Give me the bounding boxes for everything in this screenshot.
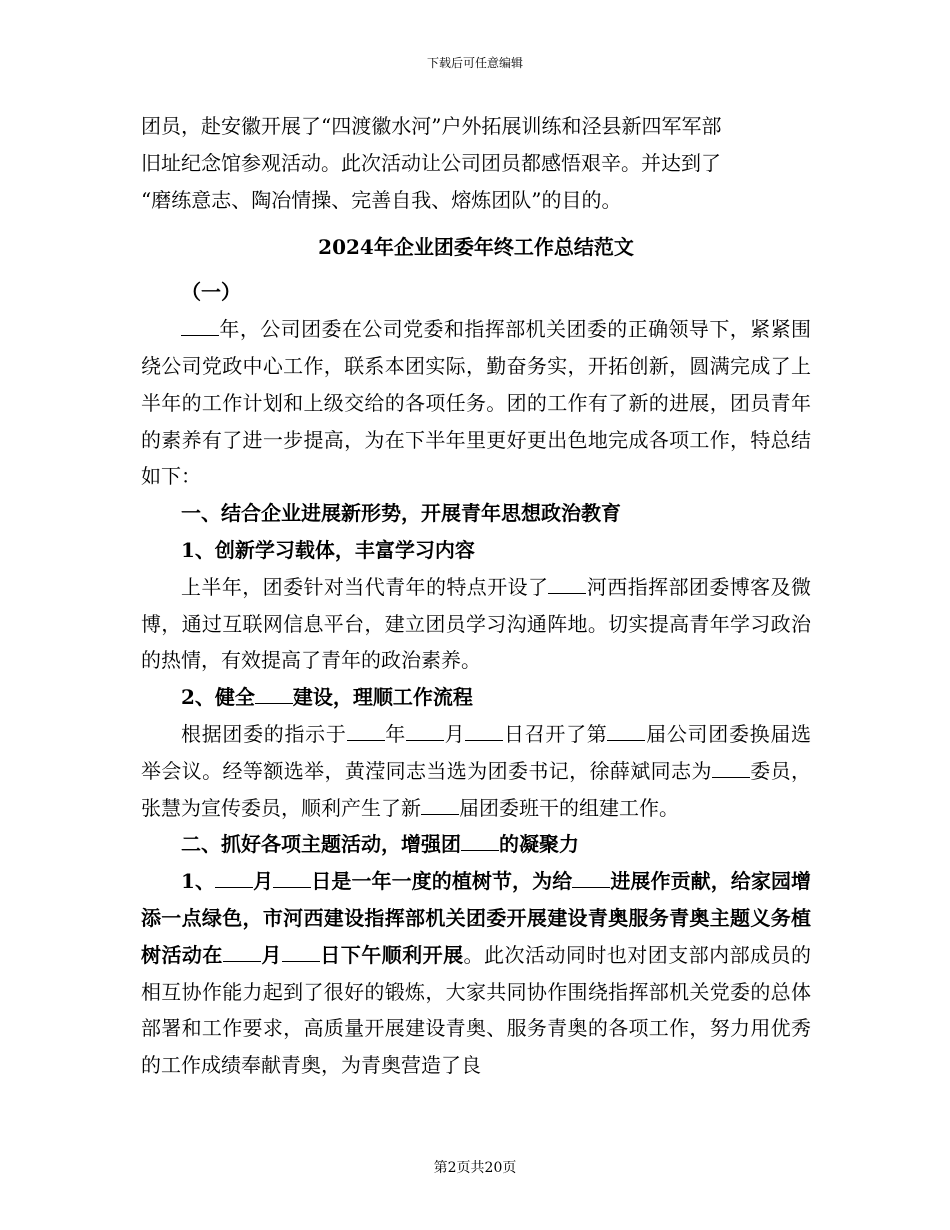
header-note: 下载后可任意编辑	[426, 56, 523, 70]
paragraph-text: 进展作贡献，给家园增添一点绿色，市河西建设指挥部机关团委开展建设青奥服务青奥主题义务植树活动在	[141, 869, 812, 967]
blank-field	[181, 319, 219, 336]
subheading-1-1: 1、创新学习载体，丰富学习内容	[181, 537, 475, 562]
blank-field	[215, 871, 253, 888]
blank-field	[406, 724, 444, 741]
section-heading-1: 一、结合企业进展新形势，开展青年思想政治教育	[181, 501, 621, 526]
blank-field	[548, 577, 586, 594]
subheading-1-2	[141, 679, 811, 716]
paragraph-text: 根据团委的指示于	[181, 721, 347, 746]
blank-field	[461, 834, 499, 851]
paragraph-text: 届公司团委换届选举会议。经等额选举，黄滢同志当选为团委书记，徐薛斌同志为	[141, 721, 812, 783]
blank-field	[255, 687, 293, 704]
paragraph-text: 日召开了第	[503, 721, 608, 746]
blank-field	[273, 871, 311, 888]
intro-line-1: 团员，赴安徽开展了“四渡徽水河”户外拓展训练和泾县新四军军部	[141, 114, 722, 138]
blank-field	[421, 798, 459, 815]
paragraph-text: 1、	[181, 869, 216, 894]
blank-field	[712, 761, 750, 778]
blank-field	[465, 724, 503, 741]
intro-line-2: 旧址纪念馆参观活动。此次活动让公司团员都感悟艰辛。并达到了	[141, 150, 721, 175]
paragraph-text: 月	[253, 869, 274, 894]
blank-field	[347, 724, 385, 741]
heading-text: 建设，理顺工作流程	[292, 685, 473, 710]
paragraph-intro	[141, 311, 811, 495]
paragraph-text: 日下午顺利开展	[319, 942, 464, 967]
heading-text: 二、抓好各项主题活动，增强团	[181, 832, 461, 857]
intro-line-3: “磨练意志、陶冶情操、完善自我、熔炼团队”的目的。	[141, 187, 622, 212]
paragraph-text: 。此次活动同时也对团支部内部成员的相互协作能力起到了很好的锻炼，大家共同协作围绕指挥部机关党委的总体部署和工作要求，高质量开展建设青奥、服务青奥的各项工作，努力用优秀的工作成绩奉献青奥，为青奥营造了良	[141, 942, 812, 1078]
paragraph-text: 年，公司团委在公司党委和指挥部机关团委的正确领导下，紧紧围绕公司党政中心工作，联系本团实际，勤奋务实，开拓创新，圆满完成了上半年的工作计划和上级交给的各项任务。团的工作有了新的进展，团员青年的素养有了进一步提高，为在下半年里更好更出色地完成各项工作，特总结如下：	[141, 317, 811, 489]
paragraph-text: 届团委班干的组建工作。	[459, 795, 679, 820]
blank-field	[282, 945, 320, 962]
blank-field	[223, 945, 261, 962]
paragraph-text: 委员，张慧为宣传委员，顺利产生了新	[141, 758, 812, 820]
paragraph-text: 月	[260, 942, 282, 967]
paragraph-text: 年	[384, 721, 406, 746]
page-number-footer: 第2页共20页	[433, 1160, 517, 1176]
paragraph-blog	[141, 569, 811, 679]
paragraph-text: 上半年，团委针对当代青年的特点开设了	[181, 574, 549, 599]
paragraph-election	[141, 716, 811, 826]
heading-text: 2、健全	[181, 685, 255, 710]
paragraph-text: 日是一年一度的植树节，为给	[311, 869, 573, 894]
part-label: （一）	[181, 280, 241, 305]
paragraph-text: 月	[443, 721, 466, 746]
blank-field	[607, 724, 645, 741]
paragraph-text: 河西指挥部团委博客及微博，通过互联网信息平台，建立团员学习沟通阵地。切实提高青年学习政治的热情，有效提高了青年的政治素养。	[141, 574, 812, 673]
paragraph-tree-planting	[141, 863, 811, 1084]
section-heading-2	[141, 826, 811, 863]
document-title: 2024年企业团委年终工作总结范文	[318, 235, 634, 260]
heading-text: 的凝聚力	[499, 832, 579, 857]
blank-field	[572, 871, 610, 888]
document-body	[141, 108, 811, 1084]
